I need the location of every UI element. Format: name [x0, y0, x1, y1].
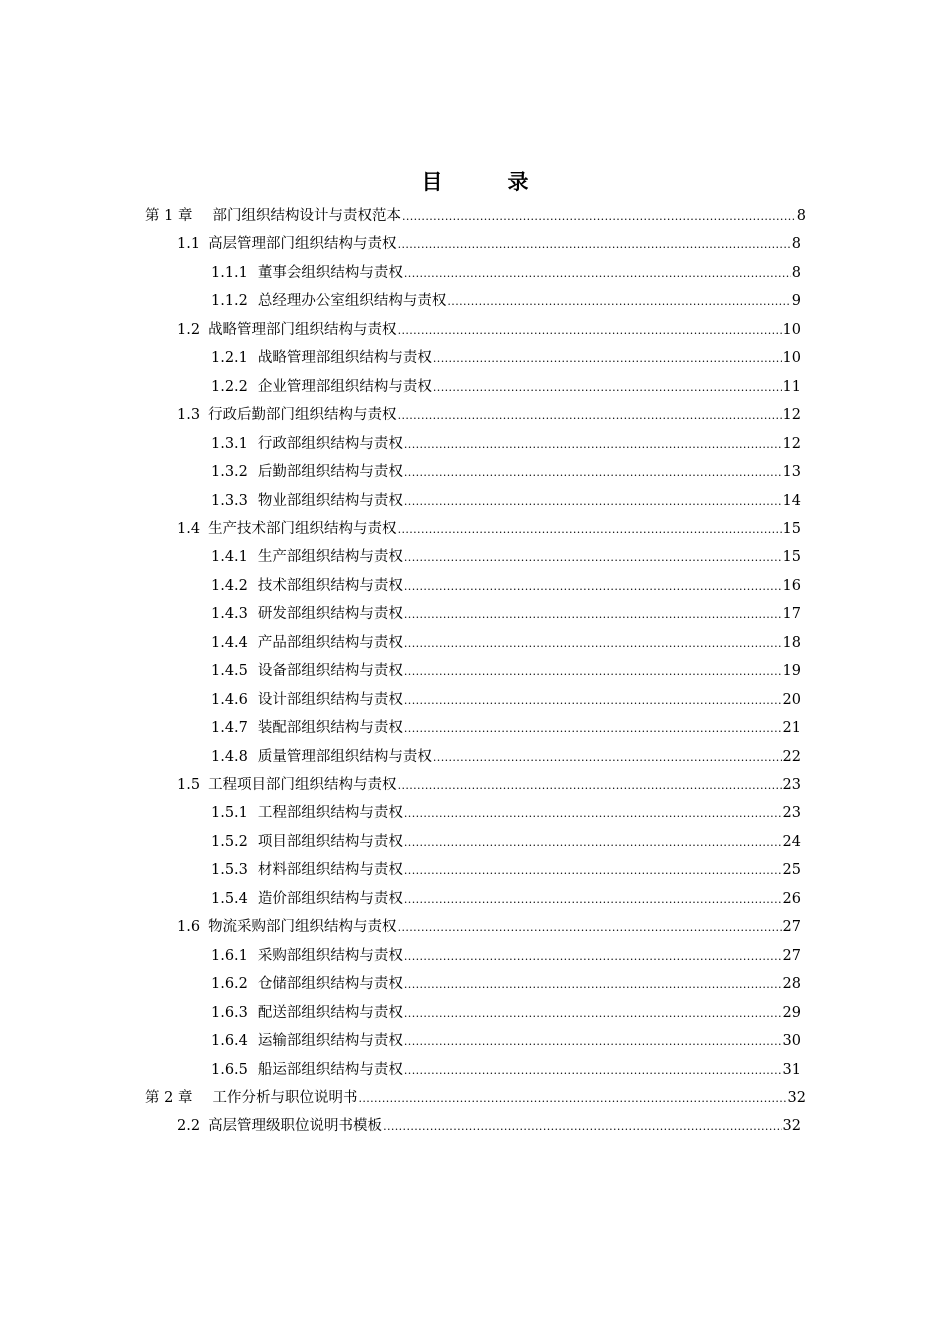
toc-entry-label: 战略管理部门组织结构与责权: [208, 321, 397, 338]
toc-entry-number: 1.4.8: [211, 748, 248, 765]
toc-dot-leader: [404, 634, 782, 654]
toc-section-entry[interactable]: [211, 1060, 801, 1080]
toc-dot-leader: [404, 804, 782, 824]
toc-entry-label: 配送部组织结构与责权: [257, 1004, 403, 1021]
toc-section-entry[interactable]: [211, 547, 801, 567]
toc-entry-page-number: 23: [782, 805, 801, 822]
toc-section-entry[interactable]: [211, 263, 801, 283]
toc-section-entry[interactable]: [211, 348, 801, 368]
toc-section-entry[interactable]: [211, 889, 801, 909]
toc-entry-page-number: 28: [782, 976, 801, 993]
toc-entry-number: 1.4.3: [211, 606, 248, 623]
toc-dot-leader: [404, 548, 782, 568]
toc-entry-number: 1.3: [177, 407, 201, 424]
toc-entry-number: 1.5.1: [211, 805, 248, 822]
toc-entry-number: 第 1 章: [145, 208, 193, 224]
toc-entry-page-number: 16: [782, 577, 801, 594]
toc-entry-number: 1.1.1: [211, 264, 248, 281]
toc-dot-leader: [404, 975, 782, 995]
toc-entry-number: 1.5.4: [211, 890, 248, 907]
toc-dot-leader: [358, 1089, 786, 1109]
toc-entry-page-number: 12: [782, 407, 801, 424]
toc-entry-label: 高层管理部门组织结构与责权: [208, 236, 397, 253]
toc-dot-leader: [383, 1117, 781, 1137]
toc-section-entry[interactable]: [211, 661, 801, 681]
toc-section-entry[interactable]: [177, 320, 801, 340]
toc-entry-label: 仓储部组织结构与责权: [257, 976, 403, 993]
toc-chapter-entry[interactable]: [145, 1088, 806, 1108]
toc-entry-label: 设备部组织结构与责权: [257, 663, 403, 680]
toc-entry-page-number: 19: [782, 663, 801, 680]
toc-entry-label: 装配部组织结构与责权: [257, 720, 403, 737]
toc-entry-number: 1.6.1: [211, 947, 248, 964]
toc-dot-leader: [404, 662, 782, 682]
toc-entry-page-number: 25: [782, 862, 801, 879]
toc-dot-leader: [404, 577, 782, 597]
toc-entry-number: 1.2.2: [211, 378, 248, 395]
toc-entry-page-number: 15: [782, 520, 801, 537]
toc-section-entry[interactable]: [177, 917, 801, 937]
toc-entry-number: 第 2 章: [145, 1089, 193, 1106]
toc-entry-label: 运输部组织结构与责权: [257, 1033, 403, 1050]
toc-section-entry[interactable]: [211, 718, 801, 738]
toc-entry-number: 1.6.3: [211, 1004, 248, 1021]
toc-dot-leader: [404, 1032, 782, 1052]
toc-section-entry[interactable]: [211, 860, 801, 880]
toc-entry-number: 1.1.2: [211, 293, 248, 310]
toc-entry-label: 后勤部组织结构与责权: [257, 464, 403, 481]
toc-section-entry[interactable]: [211, 377, 801, 397]
toc-entry-number: 1.5.2: [211, 833, 248, 850]
toc-section-entry[interactable]: [177, 405, 801, 425]
toc-entry-page-number: 8: [791, 264, 801, 281]
toc-section-entry[interactable]: [211, 462, 801, 482]
toc-entry-label: 生产部组织结构与责权: [257, 549, 403, 566]
toc-dot-leader: [398, 406, 782, 426]
toc-entry-number: 1.3.1: [211, 435, 248, 452]
toc-entry-page-number: 24: [782, 833, 801, 850]
toc-dot-leader: [404, 947, 782, 967]
toc-section-entry[interactable]: [211, 604, 801, 624]
toc-entry-label: 采购部组织结构与责权: [257, 947, 403, 964]
toc-entry-label: 企业管理部组织结构与责权: [257, 378, 432, 395]
toc-entry-page-number: 31: [782, 1061, 801, 1078]
toc-entry-label: 董事会组织结构与责权: [257, 264, 403, 281]
toc-entry-number: 1.6.5: [211, 1061, 248, 1078]
toc-entry-page-number: 11: [782, 378, 801, 395]
toc-entry-page-number: 15: [782, 549, 801, 566]
toc-entry-label: 战略管理部组织结构与责权: [257, 350, 432, 367]
toc-entry-page-number: 21: [782, 720, 801, 737]
toc-entry-label: 行政后勤部门组织结构与责权: [208, 407, 397, 424]
toc-entry-label: 工程部组织结构与责权: [257, 805, 403, 822]
toc-dot-leader: [404, 833, 782, 853]
toc-entry-page-number: 32: [787, 1089, 806, 1106]
toc-section-entry[interactable]: [177, 519, 801, 539]
toc-entry-number: 1.4.4: [211, 634, 248, 651]
toc-entry-page-number: 13: [782, 464, 801, 481]
toc-chapter-entry[interactable]: [145, 206, 806, 226]
toc-section-entry[interactable]: [211, 576, 801, 596]
toc-entry-page-number: 26: [782, 890, 801, 907]
toc-entry-page-number: 14: [782, 492, 801, 509]
toc-entry-label: 材料部组织结构与责权: [257, 862, 403, 879]
toc-entry-page-number: 27: [782, 947, 801, 964]
toc-dot-leader: [404, 890, 782, 910]
toc-dot-leader: [404, 1061, 782, 1081]
toc-dot-leader: [433, 378, 782, 398]
toc-entry-number: 1.4.6: [211, 691, 248, 708]
toc-entry-label: 造价部组织结构与责权: [257, 890, 403, 907]
toc-entry-label: 行政部组织结构与责权: [257, 435, 403, 452]
toc-dot-leader: [398, 235, 791, 255]
toc-dot-leader: [404, 463, 782, 483]
toc-dot-leader: [398, 321, 782, 341]
toc-dot-leader: [404, 861, 782, 881]
toc-dot-leader: [447, 292, 790, 312]
toc-entry-page-number: 27: [782, 919, 801, 936]
toc-dot-leader: [398, 520, 782, 540]
toc-dot-leader: [404, 605, 782, 625]
toc-entry-number: 1.4.2: [211, 577, 248, 594]
toc-entry-number: 1.5.3: [211, 862, 248, 879]
toc-entry-label: 设计部组织结构与责权: [257, 691, 403, 708]
toc-entry-page-number: 10: [782, 350, 801, 367]
toc-section-entry[interactable]: [211, 491, 801, 511]
toc-dot-leader: [404, 435, 782, 455]
toc-entry-label: 质量管理部组织结构与责权: [257, 748, 432, 765]
toc-entry-label: 技术部组织结构与责权: [257, 577, 403, 594]
toc-dot-leader: [404, 691, 782, 711]
toc-section-entry[interactable]: [211, 434, 801, 454]
toc-entry-number: 1.4.7: [211, 720, 248, 737]
toc-dot-leader: [433, 349, 782, 369]
toc-entry-label: 产品部组织结构与责权: [257, 634, 403, 651]
toc-entry-number: 1.3.2: [211, 464, 248, 481]
toc-section-entry[interactable]: [211, 974, 801, 994]
toc-section-entry[interactable]: [211, 690, 801, 710]
toc-entry-page-number: 20: [782, 691, 801, 708]
toc-entry-number: 1.5: [177, 777, 201, 793]
toc-dot-leader: [433, 748, 782, 768]
toc-section-entry[interactable]: [211, 946, 801, 966]
toc-entry-number: 1.4.5: [211, 663, 248, 680]
toc-entry-page-number: 29: [782, 1004, 801, 1021]
toc-section-entry[interactable]: [211, 803, 801, 823]
toc-entry-page-number: 8: [796, 208, 806, 224]
toc-entry-label: 部门组织结构设计与责权范本: [212, 208, 401, 224]
toc-entry-number: 1.4: [177, 520, 201, 537]
toc-title: 目 录: [421, 169, 551, 194]
toc-entry-page-number: 23: [782, 777, 801, 793]
toc-entry-number: 1.2: [177, 321, 201, 338]
toc-entry-label: 工程项目部门组织结构与责权: [208, 777, 397, 793]
toc-entry-page-number: 22: [782, 748, 801, 765]
toc-entry-label: 船运部组织结构与责权: [257, 1061, 403, 1078]
toc-entry-number: 1.4.1: [211, 549, 248, 566]
toc-section-entry[interactable]: [211, 1031, 801, 1051]
toc-section-entry[interactable]: [211, 747, 801, 767]
toc-dot-leader: [404, 264, 791, 284]
toc-dot-leader: [404, 492, 782, 512]
toc-entry-label: 工作分析与职位说明书: [212, 1089, 358, 1106]
toc-entry-number: 1.6.4: [211, 1033, 248, 1050]
toc-dot-leader: [398, 918, 782, 938]
toc-entry-label: 物流采购部门组织结构与责权: [208, 919, 397, 936]
toc-entry-page-number: 18: [782, 634, 801, 651]
toc-section-entry[interactable]: [177, 775, 801, 795]
toc-section-entry[interactable]: [211, 291, 801, 311]
toc-entry-label: 物业部组织结构与责权: [257, 492, 403, 509]
toc-entry-label: 研发部组织结构与责权: [257, 606, 403, 623]
toc-section-entry[interactable]: [177, 234, 801, 254]
toc-entry-page-number: 17: [782, 606, 801, 623]
toc-section-entry[interactable]: [211, 1003, 801, 1023]
toc-entry-page-number: 10: [782, 321, 801, 338]
toc-entry-number: 1.1: [177, 236, 201, 253]
toc-entry-number: 2.2: [177, 1118, 201, 1135]
toc-section-entry[interactable]: [211, 633, 801, 653]
toc-entry-label: 高层管理级职位说明书模板: [208, 1118, 383, 1135]
toc-entry-number: 1.6: [177, 919, 201, 936]
toc-section-entry[interactable]: [177, 1116, 801, 1136]
toc-entry-page-number: 9: [791, 293, 801, 310]
toc-entry-page-number: 8: [791, 236, 801, 253]
toc-dot-leader: [402, 207, 796, 227]
toc-entry-number: 1.2.1: [211, 350, 248, 367]
toc-entry-page-number: 12: [782, 435, 801, 452]
toc-entry-page-number: 30: [782, 1033, 801, 1050]
toc-dot-leader: [404, 1004, 782, 1024]
toc-entry-page-number: 32: [782, 1118, 801, 1135]
toc-entry-number: 1.6.2: [211, 976, 248, 993]
toc-section-entry[interactable]: [211, 832, 801, 852]
toc-entry-label: 总经理办公室组织结构与责权: [257, 293, 447, 310]
toc-entry-label: 生产技术部门组织结构与责权: [208, 520, 397, 537]
toc-dot-leader: [404, 719, 782, 739]
toc-dot-leader: [398, 776, 782, 796]
toc-entry-label: 项目部组织结构与责权: [257, 833, 403, 850]
toc-entry-number: 1.3.3: [211, 492, 248, 509]
